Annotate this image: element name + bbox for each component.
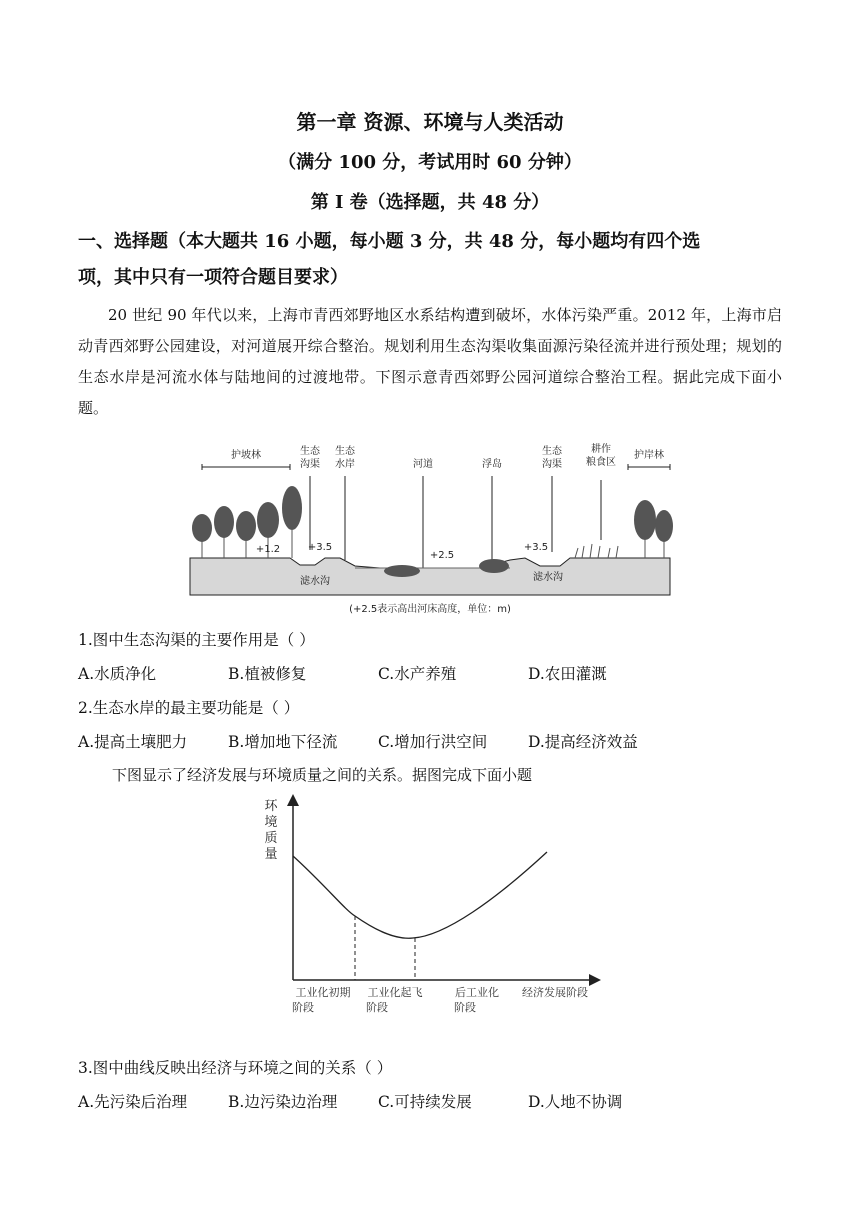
exam-info: （满分 100 分，考试用时 60 分钟） xyxy=(278,152,582,173)
question-1-option-a[interactable]: A.水质净化 xyxy=(78,665,157,683)
label-gully-left: 滤水沟 xyxy=(300,576,330,587)
label-forest-right: 护岸林 xyxy=(634,450,664,461)
stage-1-line1: 工业化初期 xyxy=(295,986,351,999)
question-1-option-c[interactable]: C.水产养殖 xyxy=(378,665,457,683)
y-axis-label-char: 质 xyxy=(264,831,278,846)
stage-2-line2: 阶段 xyxy=(366,1001,388,1014)
environment-economy-chart xyxy=(255,790,615,1020)
label-ditch-left-1: 生态 xyxy=(300,446,320,457)
label-gully-right: 滤水沟 xyxy=(533,572,563,583)
label-elev-4: +3.5 xyxy=(523,542,549,553)
y-axis-label-char: 境 xyxy=(264,815,278,830)
question-1-stem: 1.图中生态沟渠的主要作用是（ ） xyxy=(78,631,315,649)
question-1-option-b[interactable]: B.植被修复 xyxy=(228,665,307,683)
question-2-option-b[interactable]: B.增加地下径流 xyxy=(228,733,338,751)
label-farm-1: 耕作 xyxy=(591,444,611,455)
label-elev-3: +2.5 xyxy=(429,550,455,561)
label-ditch-left-2: 沟渠 xyxy=(300,459,320,470)
label-bank-2: 水岸 xyxy=(335,459,355,470)
question-3-option-d[interactable]: D.人地不协调 xyxy=(528,1093,623,1111)
y-axis-label-char: 量 xyxy=(264,847,278,862)
question-3-option-c[interactable]: C.可持续发展 xyxy=(378,1093,472,1111)
stage-3-line1: 后工业化 xyxy=(455,986,499,999)
label-bank-1: 生态 xyxy=(335,446,355,457)
section-heading-line1: 一、选择题（本大题共 16 小题，每小题 3 分，共 48 分，每小题均有四个选 xyxy=(78,231,701,252)
section-heading xyxy=(78,224,788,296)
label-ditch-right-1: 生态 xyxy=(542,446,562,457)
question-1-option-d[interactable]: D.农田灌溉 xyxy=(528,665,607,683)
question-2-option-c[interactable]: C.增加行洪空间 xyxy=(378,733,488,751)
label-forest-left: 护坡林 xyxy=(231,450,261,461)
stage-1-line2: 阶段 xyxy=(292,1001,314,1014)
svg-text:环境质量 xyxy=(264,799,278,862)
stage-3-line2: 阶段 xyxy=(454,1001,476,1014)
river-cross-section-figure xyxy=(180,440,680,620)
y-axis-label-char: 环 xyxy=(264,799,278,814)
part-heading: 第 I 卷（选择题，共 48 分） xyxy=(310,192,550,213)
label-island: 浮岛 xyxy=(482,459,502,470)
page-title: 第一章 资源、环境与人类活动 xyxy=(296,110,564,134)
label-ditch-right-2: 沟渠 xyxy=(542,459,562,470)
label-elev-2: +3.5 xyxy=(307,542,333,553)
stage-2-line1: 工业化起飞 xyxy=(367,986,423,999)
section-heading-line2: 项，其中只有一项符合题目要求） xyxy=(78,267,348,288)
question-3-option-b[interactable]: B.边污染边治理 xyxy=(228,1093,338,1111)
environment-quality-curve xyxy=(293,852,547,938)
question-3-stem: 3.图中曲线反映出经济与环境之间的关系（ ） xyxy=(78,1059,393,1077)
label-elev-1: +1.2 xyxy=(255,544,281,555)
question-2-stem: 2.生态水岸的最主要功能是（ ） xyxy=(78,699,300,717)
y-axis-label xyxy=(264,799,278,862)
label-river: 河道 xyxy=(413,459,433,470)
question-2-option-a[interactable]: A.提高土壤肥力 xyxy=(78,733,188,751)
passage-1: 20 世纪 90 年代以来，上海市青西郊野地区水系结构遭到破坏，水体污染严重。2012 年，上海市启动青西郊野公园建设，对河道展开综合整治。规划利用生态沟渠收集面源污染径流并进行预处理；规划的生态水岸是河流水体与陆地间的过渡地带。下图示意青西郊野公园河道综合整治工程。据此完成下面小题。 xyxy=(78,306,782,417)
figure1-caption: (+2.5表示高出河床高度，单位：m) xyxy=(349,604,511,615)
question-2-option-d[interactable]: D.提高经济效益 xyxy=(528,733,638,751)
x-axis-label: 经济发展阶段 xyxy=(522,986,588,999)
question-3-option-a[interactable]: A.先污染后治理 xyxy=(78,1093,188,1111)
label-farm-2: 粮食区 xyxy=(586,457,616,468)
passage-2: 下图显示了经济发展与环境质量之间的关系。据图完成下面小题 xyxy=(112,766,533,784)
